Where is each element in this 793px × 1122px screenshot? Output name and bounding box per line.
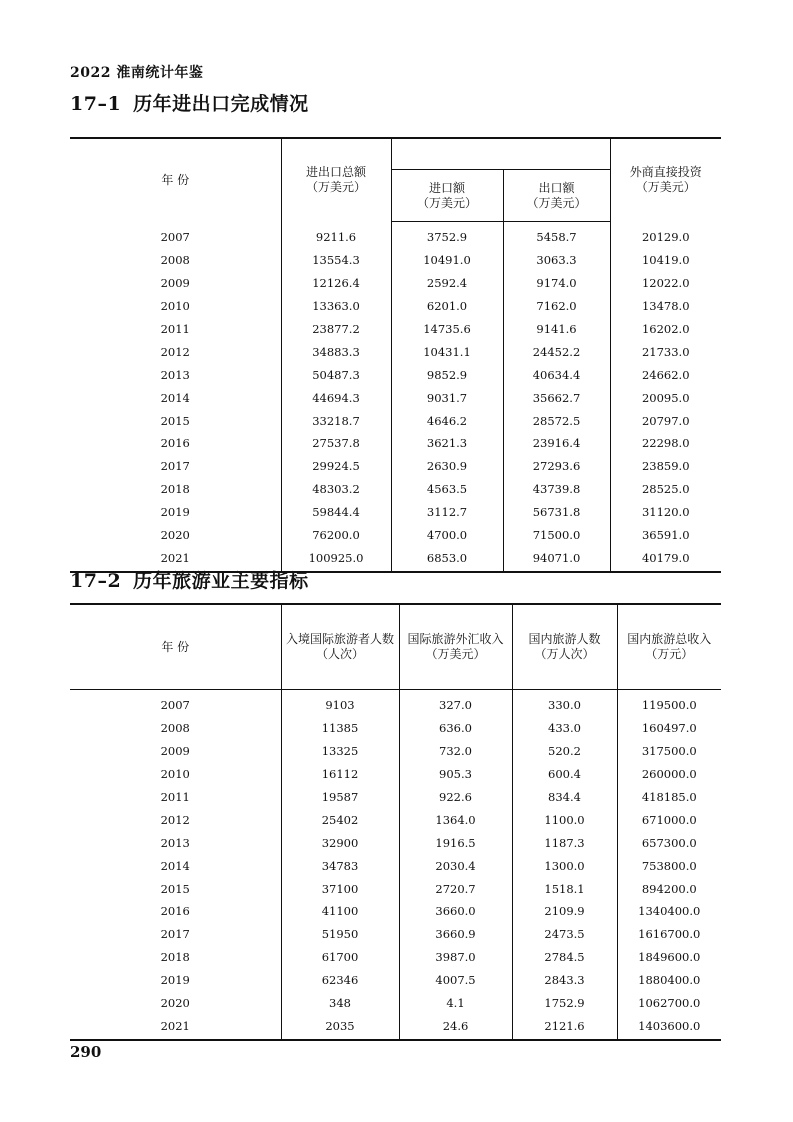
table-row <box>70 808 721 831</box>
section-title-text: 历年旅游业主要指标 <box>133 570 309 592</box>
import-cell: 10431.1 <box>391 340 503 363</box>
domestic-income-cell: 317500.0 <box>617 740 721 763</box>
inbound-visitors-cell: 11385 <box>281 717 399 740</box>
year-cell: 2008 <box>160 721 190 736</box>
table-row <box>70 409 721 432</box>
year-cell: 2007 <box>160 230 190 245</box>
year-cell: 2016 <box>160 436 190 451</box>
fdi-cell: 12022.0 <box>610 272 721 295</box>
inbound-visitors-cell: 13325 <box>281 740 399 763</box>
export-cell: 56731.8 <box>503 501 610 524</box>
year-cell: 2017 <box>160 459 190 474</box>
table-row <box>70 455 721 478</box>
table-row <box>70 831 721 854</box>
fdi-cell: 22298.0 <box>610 432 721 455</box>
year-cell: 2013 <box>160 835 190 850</box>
section-number: 17–2 <box>70 570 122 592</box>
tourism-table <box>70 603 721 1041</box>
domestic-visitors-cell: 834.4 <box>512 786 617 809</box>
forex-income-cell: 4007.5 <box>399 969 512 992</box>
fdi-cell: 20129.0 <box>610 222 721 249</box>
forex-income-cell: 905.3 <box>399 763 512 786</box>
import-cell: 3621.3 <box>391 432 503 455</box>
total-trade-cell: 34883.3 <box>281 340 391 363</box>
column-header-inbound-visitors: 入境国际旅游者人数 （人次） <box>281 604 399 690</box>
export-cell: 5458.7 <box>503 222 610 249</box>
table-row <box>70 1014 721 1040</box>
inbound-visitors-cell: 19587 <box>281 786 399 809</box>
column-header-import: 进口额 （万美元） <box>391 170 503 222</box>
fdi-cell: 23859.0 <box>610 455 721 478</box>
import-cell: 6201.0 <box>391 295 503 318</box>
export-cell: 23916.4 <box>503 432 610 455</box>
domestic-visitors-cell: 1518.1 <box>512 877 617 900</box>
year-cell: 2009 <box>160 276 190 291</box>
domestic-income-cell: 1616700.0 <box>617 923 721 946</box>
fdi-cell: 20095.0 <box>610 386 721 409</box>
domestic-visitors-cell: 330.0 <box>512 690 617 717</box>
import-cell: 2592.4 <box>391 272 503 295</box>
forex-income-cell: 3660.0 <box>399 900 512 923</box>
import-cell: 3112.7 <box>391 501 503 524</box>
export-cell: 28572.5 <box>503 409 610 432</box>
domestic-income-cell: 1403600.0 <box>617 1014 721 1040</box>
domestic-visitors-cell: 2784.5 <box>512 946 617 969</box>
inbound-visitors-cell: 2035 <box>281 1014 399 1040</box>
domestic-income-cell: 160497.0 <box>617 717 721 740</box>
year-cell: 2012 <box>160 812 190 827</box>
fdi-cell: 16202.0 <box>610 318 721 341</box>
forex-income-cell: 732.0 <box>399 740 512 763</box>
inbound-visitors-cell: 9103 <box>281 690 399 717</box>
running-head: 2022 淮南统计年鉴 <box>70 65 204 81</box>
fdi-cell: 10419.0 <box>610 249 721 272</box>
domestic-income-cell: 671000.0 <box>617 808 721 831</box>
forex-income-cell: 2720.7 <box>399 877 512 900</box>
fdi-cell: 36591.0 <box>610 524 721 547</box>
total-trade-cell: 9211.6 <box>281 222 391 249</box>
export-cell: 35662.7 <box>503 386 610 409</box>
inbound-visitors-cell: 348 <box>281 992 399 1015</box>
table-row <box>70 340 721 363</box>
export-cell: 27293.6 <box>503 455 610 478</box>
import-cell: 14735.6 <box>391 318 503 341</box>
import-cell: 9852.9 <box>391 363 503 386</box>
total-trade-cell: 13554.3 <box>281 249 391 272</box>
total-trade-cell: 23877.2 <box>281 318 391 341</box>
domestic-income-cell: 753800.0 <box>617 854 721 877</box>
domestic-visitors-cell: 2843.3 <box>512 969 617 992</box>
total-trade-cell: 44694.3 <box>281 386 391 409</box>
import-cell: 10491.0 <box>391 249 503 272</box>
column-header-year: 年 份 <box>70 604 281 690</box>
fdi-cell: 21733.0 <box>610 340 721 363</box>
column-header-total-trade: 进出口总额 （万美元） <box>281 138 391 222</box>
total-trade-cell: 50487.3 <box>281 363 391 386</box>
year-cell: 2018 <box>160 482 190 497</box>
column-header-group-blank <box>391 138 610 170</box>
import-cell: 4700.0 <box>391 524 503 547</box>
section-number: 17–1 <box>70 93 122 115</box>
domestic-income-cell: 1880400.0 <box>617 969 721 992</box>
table-row <box>70 717 721 740</box>
export-cell: 9141.6 <box>503 318 610 341</box>
table-row <box>70 363 721 386</box>
fdi-cell: 13478.0 <box>610 295 721 318</box>
column-header-forex-income: 国际旅游外汇收入 （万美元） <box>399 604 512 690</box>
year-cell: 2019 <box>160 973 190 988</box>
inbound-visitors-cell: 16112 <box>281 763 399 786</box>
domestic-income-cell: 657300.0 <box>617 831 721 854</box>
year-cell: 2011 <box>160 322 190 336</box>
table-row <box>70 432 721 455</box>
forex-income-cell: 922.6 <box>399 786 512 809</box>
domestic-income-cell: 894200.0 <box>617 877 721 900</box>
import-cell: 9031.7 <box>391 386 503 409</box>
table-row <box>70 877 721 900</box>
forex-income-cell: 4.1 <box>399 992 512 1015</box>
domestic-visitors-cell: 2121.6 <box>512 1014 617 1040</box>
year-cell: 2008 <box>160 253 190 268</box>
import-cell: 4646.2 <box>391 409 503 432</box>
section-title-17-2 <box>70 566 309 593</box>
year-cell: 2011 <box>160 790 190 804</box>
table-row <box>70 272 721 295</box>
total-trade-cell: 13363.0 <box>281 295 391 318</box>
export-cell: 3063.3 <box>503 249 610 272</box>
section-title-17-1 <box>70 89 309 116</box>
year-cell: 2016 <box>160 904 190 919</box>
table-row <box>70 854 721 877</box>
year-cell: 2021 <box>160 550 190 565</box>
column-header-domestic-visitors: 国内旅游人数 （万人次） <box>512 604 617 690</box>
inbound-visitors-cell: 51950 <box>281 923 399 946</box>
year-cell: 2014 <box>160 390 190 405</box>
table-row <box>70 249 721 272</box>
import-cell: 6853.0 <box>391 546 503 572</box>
domestic-visitors-cell: 1752.9 <box>512 992 617 1015</box>
domestic-visitors-cell: 433.0 <box>512 717 617 740</box>
domestic-income-cell: 1849600.0 <box>617 946 721 969</box>
year-cell: 2020 <box>160 996 190 1011</box>
fdi-cell: 31120.0 <box>610 501 721 524</box>
column-header-domestic-income: 国内旅游总收入 （万元） <box>617 604 721 690</box>
year-cell: 2021 <box>160 1018 190 1033</box>
domestic-income-cell: 418185.0 <box>617 786 721 809</box>
table-row <box>70 295 721 318</box>
year-cell: 2018 <box>160 950 190 965</box>
year-cell: 2013 <box>160 367 190 382</box>
year-cell: 2010 <box>160 767 190 782</box>
column-header-year: 年 份 <box>161 172 190 187</box>
year-cell: 2015 <box>160 413 190 428</box>
year-cell: 2020 <box>160 528 190 543</box>
export-cell: 40634.4 <box>503 363 610 386</box>
domestic-income-cell: 260000.0 <box>617 763 721 786</box>
domestic-income-cell: 119500.0 <box>617 690 721 717</box>
total-trade-cell: 12126.4 <box>281 272 391 295</box>
import-cell: 2630.9 <box>391 455 503 478</box>
inbound-visitors-cell: 34783 <box>281 854 399 877</box>
year-cell: 2019 <box>160 505 190 520</box>
column-header-export: 出口额 （万美元） <box>503 170 610 222</box>
year-cell: 2015 <box>160 881 190 896</box>
domestic-visitors-cell: 1100.0 <box>512 808 617 831</box>
forex-income-cell: 24.6 <box>399 1014 512 1040</box>
import-export-table <box>70 137 721 573</box>
section-title-text: 历年进出口完成情况 <box>133 93 309 115</box>
table-row <box>70 318 721 341</box>
export-cell: 43739.8 <box>503 478 610 501</box>
domestic-visitors-cell: 520.2 <box>512 740 617 763</box>
domestic-visitors-cell: 2109.9 <box>512 900 617 923</box>
year-cell: 2009 <box>160 744 190 759</box>
inbound-visitors-cell: 37100 <box>281 877 399 900</box>
total-trade-cell: 27537.8 <box>281 432 391 455</box>
table-row <box>70 740 721 763</box>
forex-income-cell: 3660.9 <box>399 923 512 946</box>
export-cell: 9174.0 <box>503 272 610 295</box>
fdi-cell: 28525.0 <box>610 478 721 501</box>
table-row <box>70 478 721 501</box>
export-cell: 94071.0 <box>503 546 610 572</box>
total-trade-cell: 100925.0 <box>281 546 391 572</box>
domestic-visitors-cell: 1187.3 <box>512 831 617 854</box>
export-cell: 7162.0 <box>503 295 610 318</box>
domestic-visitors-cell: 600.4 <box>512 763 617 786</box>
import-cell: 4563.5 <box>391 478 503 501</box>
year-cell: 2017 <box>160 927 190 942</box>
forex-income-cell: 1364.0 <box>399 808 512 831</box>
total-trade-cell: 48303.2 <box>281 478 391 501</box>
domestic-visitors-cell: 1300.0 <box>512 854 617 877</box>
fdi-cell: 20797.0 <box>610 409 721 432</box>
table-row <box>70 524 721 547</box>
export-cell: 71500.0 <box>503 524 610 547</box>
forex-income-cell: 327.0 <box>399 690 512 717</box>
table-row <box>70 923 721 946</box>
domestic-income-cell: 1340400.0 <box>617 900 721 923</box>
year-cell: 2012 <box>160 344 190 359</box>
table-row <box>70 386 721 409</box>
fdi-cell: 24662.0 <box>610 363 721 386</box>
inbound-visitors-cell: 32900 <box>281 831 399 854</box>
table-row <box>70 992 721 1015</box>
table-row <box>70 222 721 249</box>
year-cell: 2014 <box>160 858 190 873</box>
total-trade-cell: 33218.7 <box>281 409 391 432</box>
domestic-income-cell: 1062700.0 <box>617 992 721 1015</box>
import-cell: 3752.9 <box>391 222 503 249</box>
table-row <box>70 690 721 717</box>
table-row <box>70 501 721 524</box>
domestic-visitors-cell: 2473.5 <box>512 923 617 946</box>
total-trade-cell: 59844.4 <box>281 501 391 524</box>
table-row <box>70 900 721 923</box>
inbound-visitors-cell: 61700 <box>281 946 399 969</box>
inbound-visitors-cell: 41100 <box>281 900 399 923</box>
forex-income-cell: 3987.0 <box>399 946 512 969</box>
table-row <box>70 946 721 969</box>
total-trade-cell: 76200.0 <box>281 524 391 547</box>
total-trade-cell: 29924.5 <box>281 455 391 478</box>
year-cell: 2010 <box>160 299 190 314</box>
inbound-visitors-cell: 62346 <box>281 969 399 992</box>
table-row <box>70 763 721 786</box>
page-number: 290 <box>70 1043 102 1061</box>
export-cell: 24452.2 <box>503 340 610 363</box>
forex-income-cell: 2030.4 <box>399 854 512 877</box>
inbound-visitors-cell: 25402 <box>281 808 399 831</box>
column-header-fdi: 外商直接投资 （万美元） <box>610 138 721 222</box>
forex-income-cell: 1916.5 <box>399 831 512 854</box>
table-row <box>70 786 721 809</box>
fdi-cell: 40179.0 <box>610 546 721 572</box>
forex-income-cell: 636.0 <box>399 717 512 740</box>
year-cell: 2007 <box>160 698 190 713</box>
table-row <box>70 969 721 992</box>
